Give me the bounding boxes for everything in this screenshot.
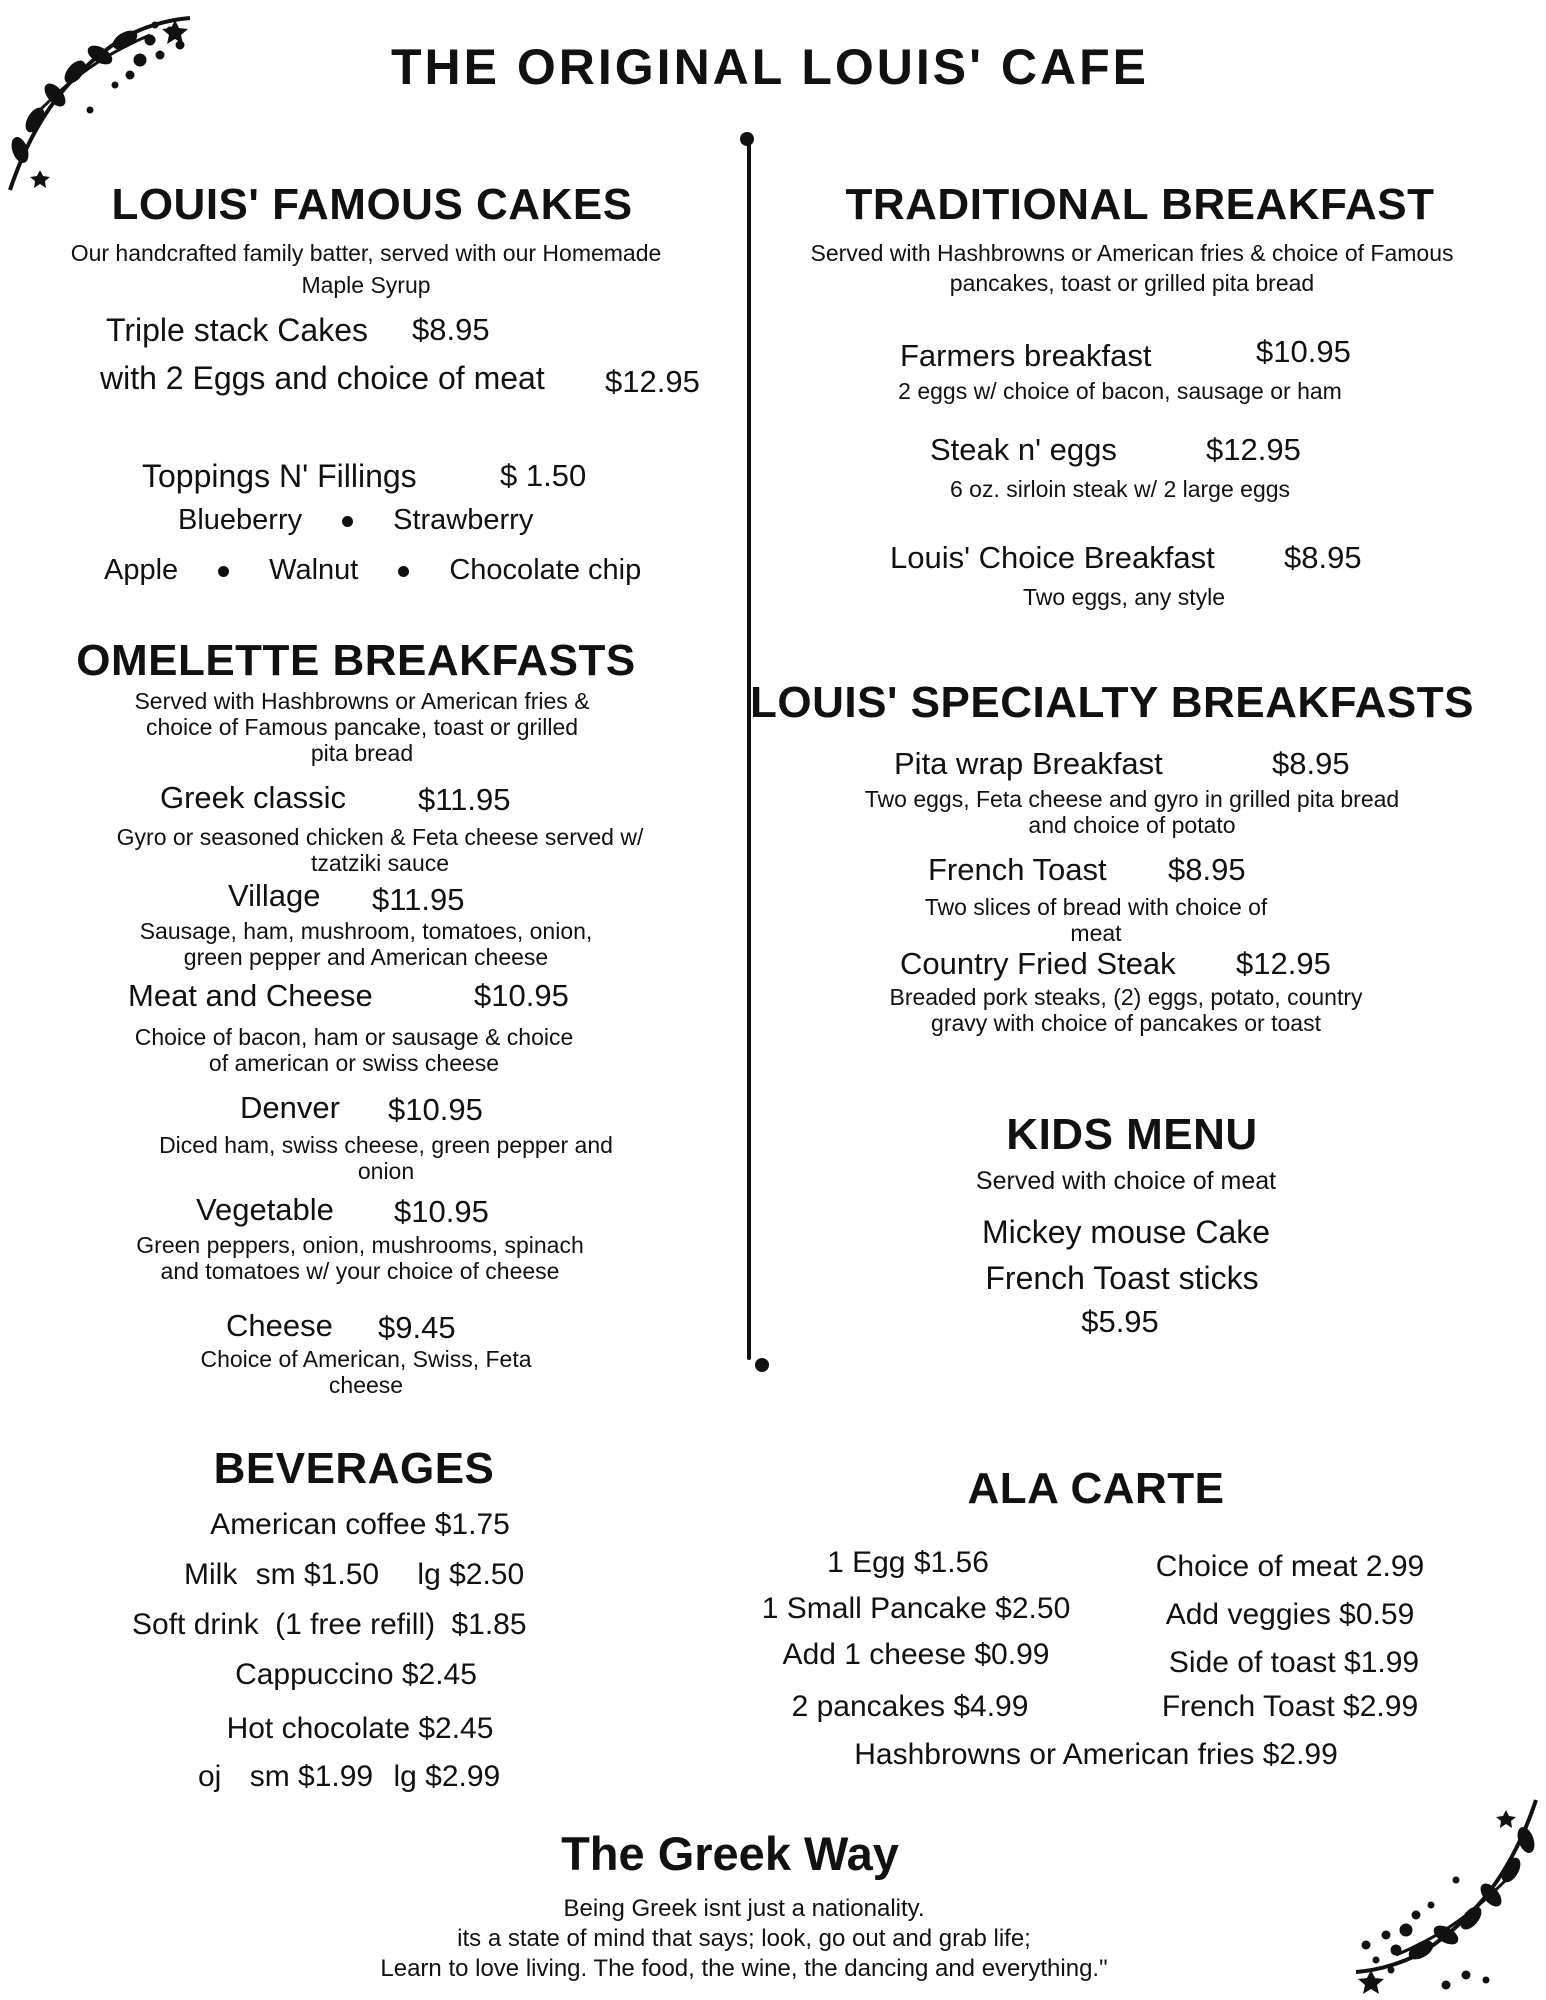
page-title: THE ORIGINAL LOUIS' CAFE [391,39,1149,95]
beverage-item [184,1558,524,1592]
toppings-row [104,554,641,587]
section-description: pancakes, toast or grilled pita bread [949,270,1315,296]
menu-item-description: Green peppers, onion, mushrooms, spinach [136,1232,584,1258]
beverage-item [132,1608,527,1642]
menu-item-description: Two eggs, any style [1023,584,1225,610]
section-heading: TRADITIONAL BREAKFAST [845,180,1435,229]
menu-item-price: $10.95 [388,1092,483,1127]
beverage-price: sm $1.50 [255,1558,380,1591]
beverage-price: sm $1.99 [249,1760,374,1793]
menu-item-price: $8.95 [412,312,490,347]
beverage-item [198,1760,500,1794]
ala-carte-item: 2 pancakes $4.99 [791,1690,1029,1723]
beverage-item: American coffee $1.75 [210,1508,510,1541]
beverage-label: oj [198,1760,222,1793]
menu-item-name: Louis' Choice Breakfast [890,540,1215,575]
toppings-price: $ 1.50 [500,458,587,493]
floral-ornament-bottom-right-icon [1346,1790,1546,2000]
menu-item-price: $10.95 [1256,334,1351,369]
ala-carte-item: 1 Egg $1.56 [827,1546,989,1579]
section-description: pita bread [310,740,414,766]
menu-item-price: $10.95 [474,978,569,1013]
menu-item-name: Country Fried Steak [900,946,1176,981]
menu-item-price: $5.95 [1081,1304,1159,1339]
menu-item-name: Vegetable [196,1192,334,1227]
menu-item-name: Village [228,878,321,913]
ala-carte-item: Add veggies $0.59 [1165,1598,1415,1631]
menu-item-name: Steak n' eggs [930,432,1117,467]
floral-ornament-top-left-icon [0,0,200,200]
toppings-name: Toppings N' Fillings [142,458,417,494]
menu-item-name: Pita wrap Breakfast [894,746,1163,781]
ala-carte-item: Side of toast $1.99 [1168,1646,1420,1679]
ala-carte-item: 1 Small Pancake $2.50 [761,1592,1071,1625]
bullet-icon [342,516,353,527]
menu-item-description: Breaded pork steaks, (2) eggs, potato, country [889,984,1363,1010]
topping-item: Strawberry [393,504,534,536]
section-heading: KIDS MENU [1006,1110,1258,1159]
ala-carte-item: Choice of meat 2.99 [1155,1550,1425,1583]
menu-item-description: 2 eggs w/ choice of bacon, sausage or ham [898,378,1342,404]
menu-item-price: $12.95 [1206,432,1301,467]
menu-item-description: tzatziki sauce [310,850,450,876]
menu-item-description: onion [357,1158,415,1184]
section-heading: LOUIS' SPECIALTY BREAKFASTS [750,678,1474,727]
menu-item-description: green pepper and American cheese [183,944,549,970]
beverage-label: Milk [184,1558,238,1591]
beverage-price: lg $2.99 [393,1760,501,1793]
menu-item-price: $11.95 [418,782,511,817]
section-description: Our handcrafted family batter, served with our Homemade [70,240,662,266]
menu-item-name: Cheese [226,1308,333,1343]
menu-item-description: and choice of potato [1028,812,1236,838]
beverage-price: $1.85 [451,1608,527,1641]
menu-item-name: Denver [240,1090,340,1125]
ala-carte-item: French Toast $2.99 [1161,1690,1419,1723]
ala-carte-item: Add 1 cheese $0.99 [782,1638,1050,1671]
menu-item-name: Mickey mouse Cake [981,1214,1271,1250]
menu-item-description: Choice of American, Swiss, Feta [200,1346,532,1372]
menu-item-name: French Toast [928,852,1107,887]
menu-item-description: and tomatoes w/ your choice of cheese [160,1258,560,1284]
beverage-label: Soft drink [132,1608,259,1641]
menu-item-price: $12.95 [605,364,700,399]
menu-item-description: 6 oz. sirloin steak w/ 2 large eggs [949,476,1291,502]
topping-item: Blueberry [178,504,303,536]
menu-item-price: $9.45 [378,1310,456,1345]
section-description: Served with Hashbrowns or American fries & [134,688,590,714]
menu-item-price: $12.95 [1236,946,1331,981]
beverage-note: (1 free refill) [275,1608,436,1641]
menu-item-name: Meat and Cheese [128,978,373,1013]
quote-line: Learn to love living. The food, the wine, the dancing and everything." [380,1955,1108,1982]
menu-item-description: cheese [328,1372,404,1398]
topping-item: Walnut [269,554,359,586]
section-heading: The Greek Way [561,1827,899,1880]
menu-item-description: Two eggs, Feta cheese and gyro in grilled pita bread [864,786,1400,812]
topping-item: Apple [104,554,179,586]
section-heading: ALA CARTE [967,1464,1225,1513]
menu-item-name: Farmers breakfast [900,338,1152,373]
menu-item-price: $8.95 [1284,540,1362,575]
menu-item-name: French Toast sticks [985,1260,1259,1296]
menu-item-price: $8.95 [1272,746,1350,781]
menu-item-description: gravy with choice of pancakes or toast [931,1010,1321,1036]
beverage-price: lg $2.50 [417,1558,525,1591]
quote-line: Being Greek isnt just a nationality. [563,1895,925,1922]
menu-item-price: $8.95 [1168,852,1246,887]
menu-item-name: with 2 Eggs and choice of meat [100,360,545,396]
menu-item-description: meat [1070,920,1122,946]
menu-item-description: Choice of bacon, ham or sausage & choice [134,1024,574,1050]
menu-item-description: Gyro or seasoned chicken & Feta cheese served w/ [116,824,644,850]
beverage-item: Cappuccino $2.45 [235,1658,477,1691]
section-heading: BEVERAGES [213,1444,495,1493]
bullet-icon [398,566,409,577]
menu-item-description: Diced ham, swiss cheese, green pepper and [159,1132,613,1158]
section-description: choice of Famous pancake, toast or grilled [145,714,579,740]
menu-item-description: Sausage, ham, mushroom, tomatoes, onion, [139,918,593,944]
section-heading: LOUIS' FAMOUS CAKES [111,180,633,229]
section-description: Maple Syrup [301,272,431,298]
toppings-row [178,504,533,537]
beverage-item: Hot chocolate $2.45 [226,1712,494,1745]
section-heading: OMELETTE BREAKFASTS [76,636,636,685]
menu-item-price: $10.95 [394,1194,489,1229]
bullet-icon [218,566,229,577]
section-description: Served with choice of meat [975,1167,1277,1195]
menu-item-description: Two slices of bread with choice of [924,894,1268,920]
menu-item-description: of american or swiss cheese [208,1050,500,1076]
quote-line: its a state of mind that says; look, go out and grab life; [457,1925,1031,1952]
menu-item-name: Triple stack Cakes [106,312,368,348]
menu-item-name: Greek classic [160,780,347,815]
section-description: Served with Hashbrowns or American fries & choice of Famous [810,240,1454,266]
menu-item-price: $11.95 [372,882,465,917]
topping-item: Chocolate chip [449,554,642,586]
ala-carte-item: Hashbrowns or American fries $2.99 [854,1738,1338,1771]
